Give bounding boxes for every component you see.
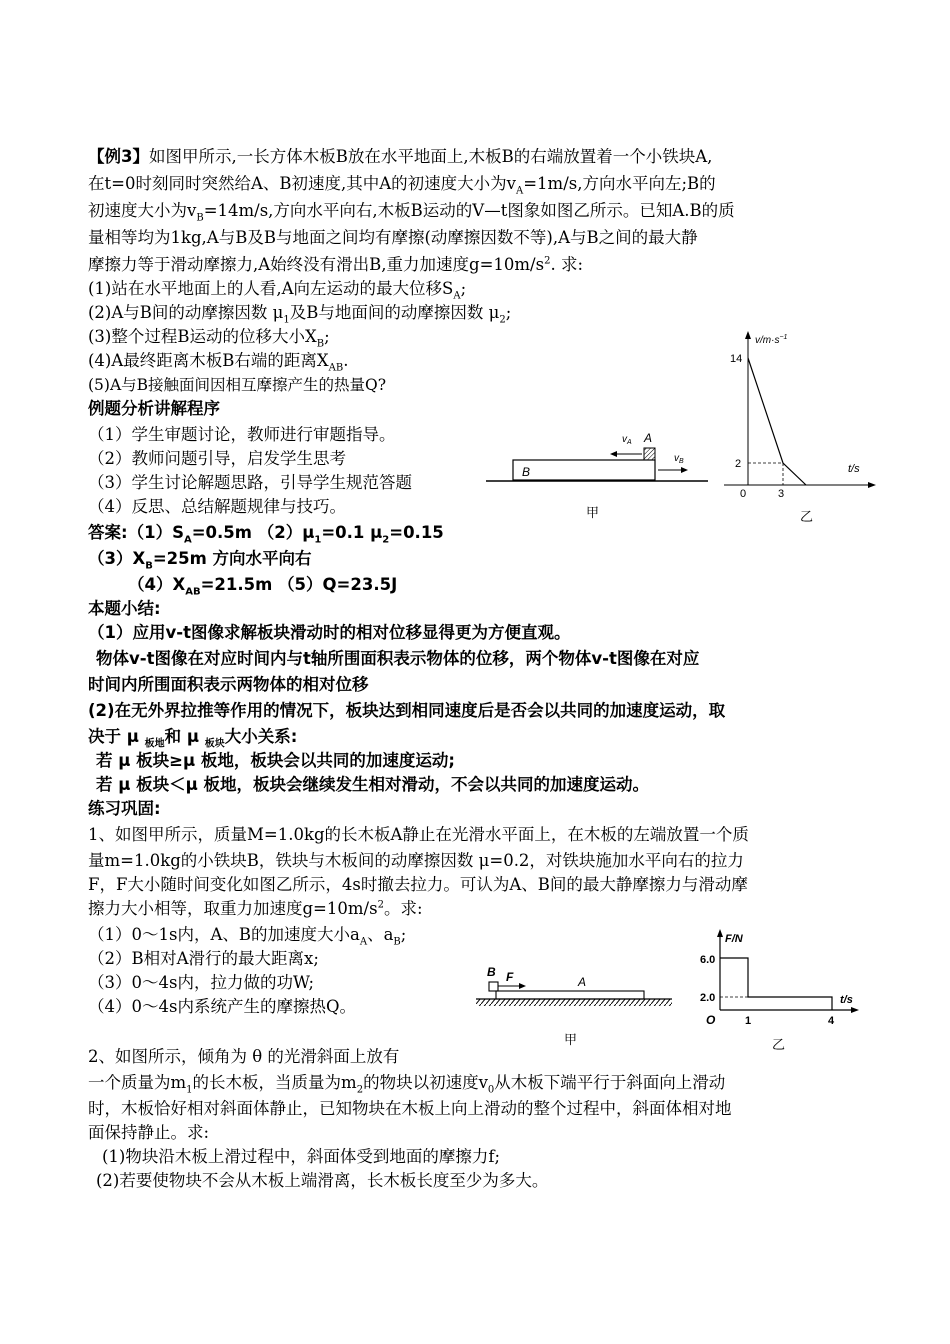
chart-ft — [700, 925, 870, 1055]
practice-1-q2: （2）B相对A滑行的最大距离x; — [88, 949, 319, 968]
vt-x-arrow — [868, 482, 876, 488]
block-a — [644, 448, 655, 460]
summary-line-6: 若 μ 板块≥μ 板地，板块会以共同的加速度运动; — [96, 751, 455, 770]
vt-tick-2: 2 — [735, 458, 742, 470]
procedure-step-2: （2）教师问题引导，启发学生思考 — [88, 449, 346, 468]
practice-1-q1: （1）0～1s内，A、B的加速度大小$a_A$、$a_B$; — [88, 925, 407, 948]
board-b-label: B — [522, 465, 531, 479]
practice-2-q1: (1)物块沿木板上滑过程中，斜面体受到地面的摩擦力f; — [102, 1147, 501, 1166]
practice-1-q4: （4）0～4s内系统产生的摩擦热Q。 — [88, 997, 356, 1016]
board-b — [513, 460, 655, 480]
figure-board-block — [486, 430, 711, 530]
force-label: F — [506, 970, 514, 984]
figure-caption-jia-1: 甲 — [586, 505, 600, 520]
summary-line-3: 时间内所围面积表示两物体的相对位移 — [88, 675, 369, 694]
procedure-title: 例题分析讲解程序 — [88, 399, 220, 418]
ft-x-label: t/s — [840, 994, 853, 1006]
example3-line-2: 在t=0时刻同时突然给A、B初速度,其中A的初速度大小为$v_A=1m/s$,方向水平向左;B的 — [88, 174, 716, 197]
practice-2-line-1: 2、如图所示，倾角为 θ 的光滑斜面上放有 — [88, 1047, 400, 1066]
example-tag: 【例3】 — [88, 147, 149, 166]
procedure-step-3: （3）学生讨论解题思路，引导学生规范答题 — [88, 473, 412, 492]
ft-tick-1: 1 — [745, 1015, 752, 1027]
ft-y-arrow — [717, 929, 723, 937]
answer-line-2: $(3)X_B=25m$ 方向水平向右 — [88, 549, 312, 572]
board-a-label: A — [578, 975, 587, 989]
ft-line-f — [720, 958, 832, 1010]
vb-arrowhead — [681, 467, 688, 473]
answer-label: 答案: — [88, 523, 128, 542]
chart-vt-b — [722, 325, 882, 530]
vt-line-b — [748, 358, 806, 485]
summary-title: 本题小结: — [88, 599, 161, 618]
ft-x-arrow — [851, 1007, 859, 1013]
vt-y-label: $v/m\cdot s^{-1}$ — [755, 334, 788, 346]
block-b — [489, 982, 498, 991]
example3-line-1: 【例3】如图甲所示,一长方体木板B放在水平地面上,木板B的右端放置着一个小铁块A, — [88, 147, 713, 166]
answer-line-1: 答案$:(1)S_A=0.5m$ $(2)\mu_1=0.1$ $\mu_2=0.15$ — [88, 523, 444, 546]
vt-tick-3: 3 — [778, 488, 785, 500]
practice-1-line-4: 擦力大小相等，取重力加速度$g=10m/s^2$。求: — [88, 899, 423, 918]
ft-tick-6: 6.0 — [700, 954, 716, 966]
ground-hatch — [476, 999, 672, 1006]
va-label: $v_A$ — [622, 434, 632, 446]
question-1: (1)站在水平地面上的人看,A向左运动的最大位移$S_A$; — [88, 279, 467, 302]
practice-1-line-2: 量m=1.0kg的小铁块B，铁块与木板间的动摩擦因数 μ=0.2，对铁块施加水平向右的拉力 — [88, 851, 744, 870]
figure-caption-yi-2: 乙 — [772, 1037, 786, 1052]
vt-tick-14: 14 — [730, 353, 743, 365]
board-a — [496, 991, 644, 999]
ft-y-label: F/N — [725, 933, 743, 945]
summary-line-4: (2)在无外界拉推等作用的情况下，板块达到相同速度后是否会以共同的加速度运动，取 — [88, 701, 726, 720]
vt-x-label: t/s — [848, 463, 860, 475]
question-2: (2)A与B间的动摩擦因数 $\mu_1$及B与地面间的动摩擦因数 $\mu_2$; — [88, 303, 512, 326]
summary-line-1: （1）应用v-t图像求解板块滑动时的相对位移显得更为方便直观。 — [88, 623, 571, 642]
procedure-step-4: （4）反思、总结解题规律与技巧。 — [88, 497, 346, 516]
summary-line-7: 若 μ 板块＜μ 板地，板块会继续发生相对滑动，不会以共同的加速度运动。 — [96, 775, 650, 794]
ft-tick-4: 4 — [828, 1015, 835, 1027]
va-arrowhead — [610, 451, 617, 457]
practice-2-q2: (2)若要使物块不会从木板上端滑离，长木板长度至少为多大。 — [96, 1171, 549, 1190]
practice-title: 练习巩固: — [88, 799, 161, 818]
force-arrowhead — [519, 983, 526, 989]
question-4: (4)A最终距离木板B右端的距离$X_{AB}$. — [88, 351, 349, 374]
practice-2-line-4: 面保持静止。求: — [88, 1123, 210, 1142]
vt-y-arrow — [745, 331, 751, 339]
practice-1-line-1: 1、如图甲所示，质量M=1.0kg的长木板A静止在光滑水平面上，在木板的左端放置一个质 — [88, 825, 749, 844]
figure-caption-yi-1: 乙 — [800, 509, 814, 524]
ft-tick-2: 2.0 — [700, 992, 716, 1004]
practice-2-line-2: 一个质量为$m_1$的长木板，当质量为$m_2$的物块以初速度$v_0$从木板下端平行于斜面向上滑动 — [88, 1073, 726, 1096]
summary-line-5: 决于 μ $_{板地}$和 μ $_{板块}$大小关系: — [88, 727, 298, 750]
question-5: (5)A与B接触面间因相互摩擦产生的热量Q? — [88, 376, 387, 394]
answer-line-3: $(4)X_{AB}=21.5m$ （5）Q=23.5J — [128, 575, 398, 598]
example3-line-3: 初速度大小为$v_B=14m/s$,方向水平向右,木板B运动的V—t图象如图乙所示。已知A.B的质 — [88, 201, 735, 224]
block-b-label: B — [487, 965, 496, 979]
practice-1-line-3: F，F大小随时间变化如图乙所示，4s时撤去拉力。可认为A、B间的最大静摩擦力与滑动摩 — [88, 875, 748, 894]
practice-1-q3: （3）0～4s内，拉力做的功W; — [88, 973, 315, 992]
example3-line-5: 摩擦力等于滑动摩擦力,A始终没有滑出B,重力加速度$g=10m/s^2$. 求: — [88, 255, 584, 274]
summary-line-2: 物体v-t图像在对应时间内与t轴所围面积表示物体的位移，两个物体v-t图像在对应 — [96, 649, 700, 668]
figure-board-force — [476, 962, 676, 1047]
figure-caption-jia-2: 甲 — [564, 1032, 578, 1047]
question-3: (3)整个过程B运动的位移大小$X_B$; — [88, 327, 330, 350]
vb-label: $v_B$ — [674, 453, 684, 465]
procedure-step-1: （1）学生审题讨论，教师进行审题指导。 — [88, 425, 396, 444]
example3-line-4: 量相等均为1kg,A与B及B与地面之间均有摩擦(动摩擦因数不等),A与B之间的最大静 — [88, 228, 698, 247]
practice-2-line-3: 时，木板恰好相对斜面体静止，已知物块在木板上向上滑动的整个过程中，斜面体相对地 — [88, 1099, 732, 1118]
block-a-label: A — [644, 431, 653, 445]
vt-tick-0: 0 — [740, 488, 747, 500]
ft-origin: O — [706, 1013, 716, 1027]
